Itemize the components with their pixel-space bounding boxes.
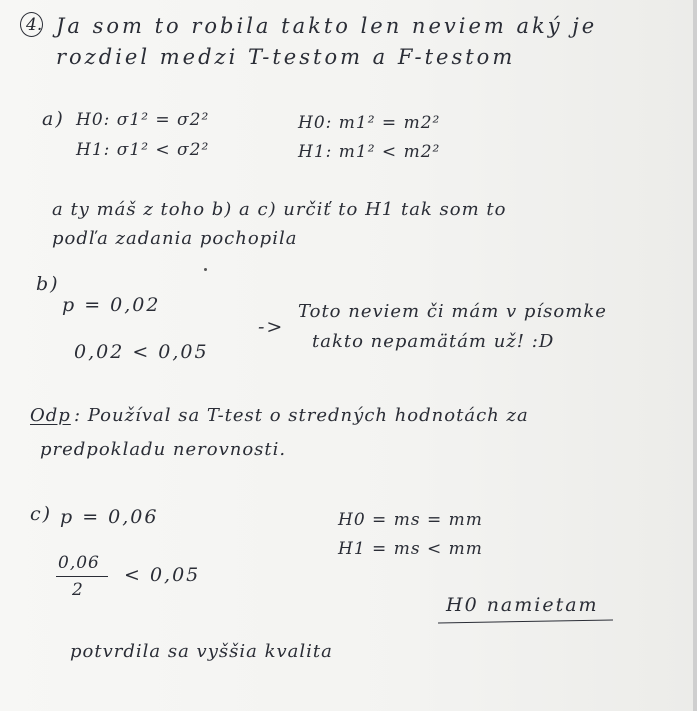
fraction-bar <box>56 576 108 577</box>
answer-label: Odp <box>30 405 71 426</box>
question-number <box>20 12 43 37</box>
fraction-denominator: 2 <box>72 580 83 600</box>
part-c-decision: H0 namietam <box>446 594 599 616</box>
part-b-comparison: 0,02 < 0,05 <box>74 341 209 363</box>
note-line-2: podľa zadania pochopila <box>52 228 298 249</box>
intro-line-2: rozdiel medzi T-testom a F-testom <box>56 45 516 69</box>
part-a-label: a) <box>42 108 65 130</box>
part-a-h1-variance: H1: σ1² < σ2² <box>76 140 210 160</box>
answer-line-1: : Používal sa T-test o stredných hodnotách za <box>74 405 529 426</box>
part-c-comparison: < 0,05 <box>124 564 201 586</box>
part-b-comment-2: takto nepamätám už! :D <box>312 331 555 352</box>
part-c-p-value: p = 0,06 <box>60 506 159 528</box>
part-c-label: c) <box>30 503 53 525</box>
part-b-arrow: -> <box>258 316 285 338</box>
part-b-label: b) <box>36 273 60 295</box>
decision-underline <box>438 619 613 623</box>
part-c-fraction <box>56 553 110 603</box>
part-b-comment-1: Toto neviem či mám v písomke <box>298 301 607 322</box>
ink-dot <box>204 268 207 271</box>
question-number-text: 4. <box>26 15 43 35</box>
part-a-h0-variance: H0: σ1² = σ2² <box>76 110 210 130</box>
part-a-h0-mean: H0: m1² = m2² <box>298 113 441 133</box>
intro-line-1: Ja som to robila takto len neviem aký je <box>56 14 598 38</box>
part-b-p-value: p = 0,02 <box>62 294 161 316</box>
note-line-1: a ty máš z toho b) a c) určiť to H1 tak som to <box>52 199 507 220</box>
page-edge <box>693 0 697 711</box>
answer-line-2: predpokladu nerovnosti. <box>40 439 287 460</box>
fraction-numerator: 0,06 <box>58 553 100 573</box>
part-c-conclusion: potvrdila sa vyššia kvalita <box>70 641 333 662</box>
part-c-h1: H1 = ms < mm <box>338 539 483 559</box>
part-a-h1-mean: H1: m1² < m2² <box>298 142 441 162</box>
part-c-h0: H0 = ms = mm <box>338 510 483 530</box>
